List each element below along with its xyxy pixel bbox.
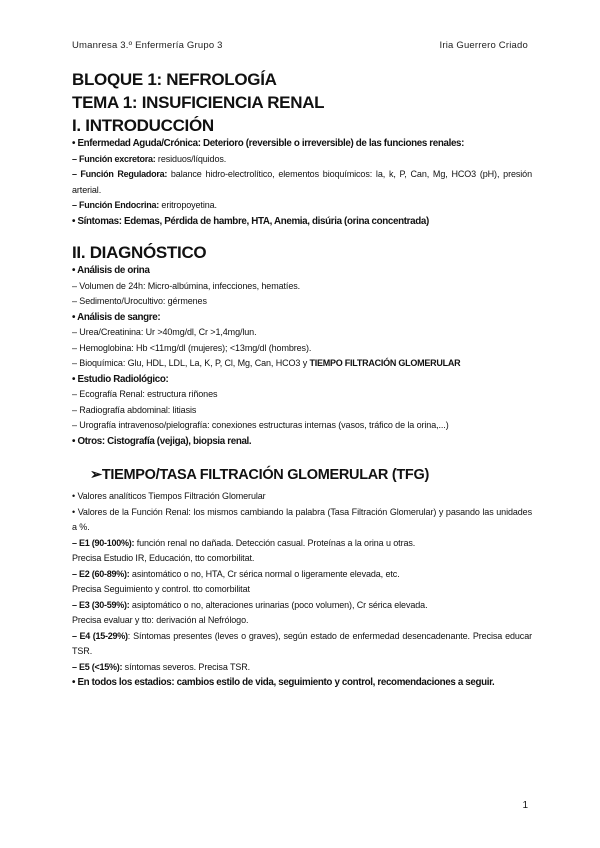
header-course: Umanresa 3.º Enfermería Grupo 3 bbox=[72, 40, 223, 51]
urine-analysis-title: • Análisis de orina bbox=[72, 265, 150, 276]
header-author: Iria Guerrero Criado bbox=[439, 40, 528, 51]
urine-item: – Sedimento/Urocultivo: gérmenes bbox=[72, 296, 207, 306]
stage-e4-label: – E4 (15-29%) bbox=[72, 630, 128, 641]
regulatory-label: – Función Reguladora: bbox=[72, 169, 168, 179]
stage-e1 bbox=[72, 536, 532, 552]
other-tests-bullet: • Otros: Cistografía (vejiga), biopsia renal. bbox=[72, 435, 252, 447]
radiology-item: – Ecografía Renal: estructura riñones bbox=[72, 389, 218, 399]
excretory-label: – Función excretora: bbox=[72, 153, 156, 164]
page-number: 1 bbox=[522, 800, 528, 811]
stage-e3 bbox=[72, 598, 532, 614]
stage-e3-label: – E3 (30-59%): bbox=[72, 599, 130, 610]
endocrine-label: – Función Endocrina: bbox=[72, 200, 160, 210]
urine-item: – Volumen de 24h: Micro-albúmina, infecciones, hematíes. bbox=[72, 280, 301, 291]
endocrine-text: eritropoyetina. bbox=[159, 200, 217, 210]
stage-e1-label: – E1 (90-100%): bbox=[72, 537, 135, 548]
block-title: BLOQUE 1: NEFROLOGÍA bbox=[72, 70, 277, 89]
stage-e5-label: – E5 (<15%): bbox=[72, 661, 123, 672]
stage-e5 bbox=[72, 660, 532, 676]
section-title-intro: I. INTRODUCCIÓN bbox=[72, 116, 214, 135]
stage-e4 bbox=[72, 629, 532, 660]
radiology-item: – Urografía intravenoso/pielografía: conexiones estructuras internas (vasos, tráfico de la orina,...) bbox=[72, 420, 449, 430]
stage-e2-label: – E2 (60-89%): bbox=[72, 568, 130, 579]
blood-item: – Urea/Creatinina: Ur >40mg/dl, Cr >1,4mg/lun. bbox=[72, 327, 257, 337]
topic-title: TEMA 1: INSUFICIENCIA RENAL bbox=[72, 93, 325, 112]
tfg-section bbox=[72, 465, 532, 691]
tfg-line: • Valores de la Función Renal: los mismos cambiando la palabra (Tasa Filtración Glomerular) y pasando las unidades a %. bbox=[72, 506, 532, 532]
excretory-text: residuos/líquidos. bbox=[155, 153, 227, 164]
excretory-function bbox=[72, 152, 532, 168]
intro-bullet: • Enfermedad Aguda/Crónica: Deterioro (reversible o irreversible) de las funciones renales: bbox=[72, 138, 465, 149]
biochemistry-text: – Bioquímica: Glu, HDL, LDL, La, K, P, Cl, Mg, Can, HCO3 y bbox=[72, 358, 310, 368]
symptoms-bullet: • Síntomas: Edemas, Pérdida de hambre, HTA, Anemia, disúria (orina concentrada) bbox=[72, 215, 429, 227]
endocrine-function bbox=[72, 198, 532, 214]
blood-item-biochemistry bbox=[72, 356, 532, 372]
blood-analysis-title: • Análisis de sangre: bbox=[72, 311, 161, 323]
all-stages-bullet: • En todos los estadios: cambios estilo de vida, seguimiento y control, recomendaciones a seguir. bbox=[72, 677, 495, 688]
radiology-title: • Estudio Radiológico: bbox=[72, 373, 169, 385]
stage-e4-text: : Síntomas presentes (leves o graves), según estado de enfermedad desencadenante. Precisa educar TSR. bbox=[72, 630, 532, 656]
stage-e1-text: función renal no dañada. Detección casual. Proteínas a la orina u otras. bbox=[134, 537, 416, 548]
stage-e2-note: Precisa Seguimiento y control. tto comorbilitat bbox=[72, 584, 250, 594]
stage-e2 bbox=[72, 567, 532, 583]
stage-e5-text: síntomas severos. Precisa TSR. bbox=[122, 661, 251, 672]
regulatory-function bbox=[72, 167, 532, 198]
regulatory-text: balance hidro-electrolítico, elementos bioquímicos: la, k, P, Can, Mg, HCO3 (pH), presión arterial. bbox=[72, 169, 532, 195]
section-title-diagnosis: II. DIAGNÓSTICO bbox=[72, 243, 207, 262]
stage-e3-text: asiptomático o no, alteraciones urinarias (poco volumen), Cr sérica elevada. bbox=[129, 599, 428, 610]
document-body bbox=[72, 70, 532, 691]
page-header bbox=[72, 40, 528, 54]
stage-e2-text: asintomático o no, HTA, Cr sérica normal o ligeramente elevada, etc. bbox=[129, 568, 400, 579]
stage-e1-note: Precisa Estudio IR, Educación, tto comorbilitat. bbox=[72, 553, 255, 563]
radiology-item: – Radiografía abdominal: litiasis bbox=[72, 404, 197, 415]
tfg-line: • Valores analíticos Tiempos Filtración Glomerular bbox=[72, 491, 266, 501]
stage-e3-note: Precisa evaluar y tto: derivación al Nefrólogo. bbox=[72, 615, 249, 625]
tfg-title: ➢TIEMPO/TASA FILTRACIÓN GLOMERULAR (TFG) bbox=[90, 467, 429, 483]
biochemistry-emphasis: TIEMPO FILTRACIÓN GLOMERULAR bbox=[309, 358, 461, 368]
blood-item: – Hemoglobina: Hb <11mg/dl (mujeres); <13mg/dl (hombres). bbox=[72, 342, 312, 353]
